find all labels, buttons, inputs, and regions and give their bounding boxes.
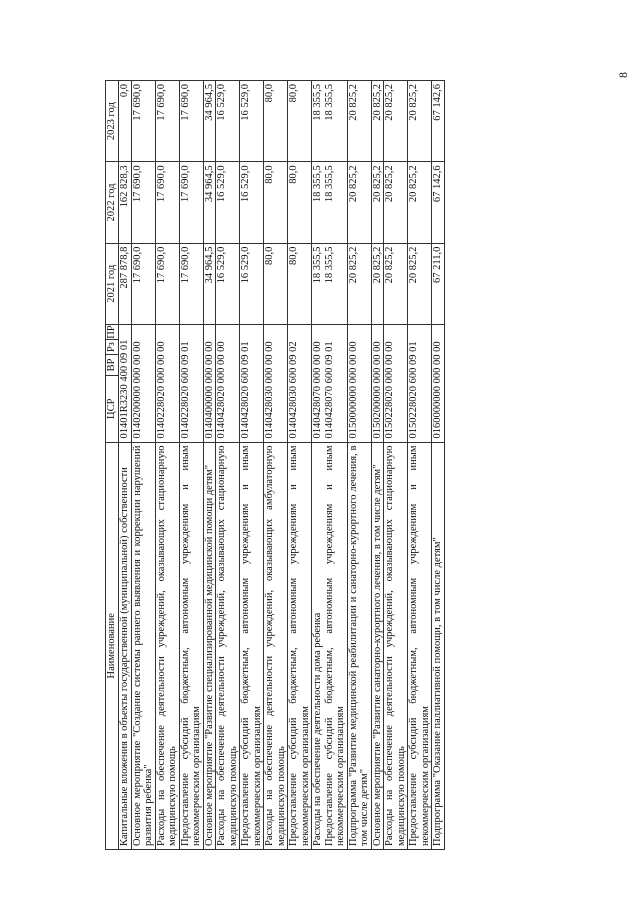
row-rz: 00 xyxy=(347,354,359,366)
row-pr: 00 xyxy=(264,341,275,352)
row-rz: 09 xyxy=(323,354,335,366)
row-2022: 34 964,5 xyxy=(203,162,216,243)
row-2023: 20 825,2 xyxy=(408,81,432,162)
row-2022: 17 690,0 xyxy=(155,162,179,243)
row-name-second: Предоставление субсидий бюджетным, автономным учреждениям и иным некоммерческим организациям xyxy=(323,445,346,846)
row-name: Подпрограмма "Развитие медицинской реабилитации и санаторно-курортного лечения, в том числе детям" xyxy=(347,442,371,849)
row-name: Подпрограмма "Оказание паллиативной помощи, в том числе детям" xyxy=(432,442,445,849)
row-name: Расходы на обеспечение деятельности учреждений, оказывающих стационарную медицинскую помощь xyxy=(384,442,408,849)
row-codes xyxy=(179,324,203,442)
row-name: Расходы на обеспечение деятельности дома ребенка xyxy=(312,612,323,846)
row-vr: 000 xyxy=(432,367,443,384)
row-pr: 00 xyxy=(131,341,143,352)
table-row xyxy=(371,81,384,850)
row-vr: 000 xyxy=(203,367,215,384)
row-2021: 16 529,0 xyxy=(240,243,264,324)
row-2021: 20 825,2 xyxy=(371,243,384,324)
row-codes xyxy=(240,324,264,442)
row-2023: 20 825,2 xyxy=(384,81,408,162)
row-csr: 0140228020 xyxy=(179,386,191,439)
header-pr: ПР xyxy=(106,325,117,339)
row-2023: 17 690,0 xyxy=(155,81,179,162)
row-2021-merged xyxy=(312,243,348,324)
budget-table-container xyxy=(105,80,575,850)
header-vr: ВР xyxy=(106,354,119,375)
table-row xyxy=(408,81,432,850)
row-pr: 01 xyxy=(323,341,335,352)
row-pr: 00 xyxy=(432,341,443,352)
row-vr: 000 xyxy=(384,367,395,384)
row-csr: 0140228020 xyxy=(155,386,167,439)
row-csr: 0140200000 xyxy=(131,386,143,439)
row-rz: 00 xyxy=(432,354,443,366)
row-csr: 0140428020 xyxy=(216,386,227,439)
row-name: Предоставление субсидий бюджетным, автономным учреждениям и иным некоммерческим организациям xyxy=(179,442,203,849)
row-codes xyxy=(216,324,240,442)
row-rz: 00 xyxy=(155,354,167,366)
row-vr: 000 xyxy=(264,367,275,384)
row-pr: 00 xyxy=(155,341,167,352)
row-2023: 17 690,0 xyxy=(131,81,155,162)
row-rz: 00 xyxy=(312,354,323,366)
row-csr: 0140428020 xyxy=(240,386,251,439)
table-row xyxy=(384,81,408,850)
row-2022-merged xyxy=(312,162,348,243)
row-2022: 16 529,0 xyxy=(216,162,240,243)
row-codes xyxy=(131,324,155,442)
row-2021: 20 825,2 xyxy=(347,243,371,324)
row-pr: 01 xyxy=(179,341,191,352)
row-codes xyxy=(408,324,432,442)
row-2021-second: 18 355,5 xyxy=(323,246,335,284)
row-2023: 16 529,0 xyxy=(240,81,264,162)
row-2021: 80,0 xyxy=(288,243,312,324)
row-name: Расходы на обеспечение деятельности учреждений, оказывающих амбулаторную медицинскую помощь xyxy=(264,442,288,849)
row-2021: 34 964,5 xyxy=(203,243,216,324)
row-rz: 00 xyxy=(371,354,383,366)
row-rz: 09 xyxy=(288,354,299,366)
row-vr: 600 xyxy=(323,367,335,384)
row-pr: 00 xyxy=(384,341,395,352)
row-vr: 000 xyxy=(131,367,143,384)
row-vr: 600 xyxy=(179,367,191,384)
row-2021: 80,0 xyxy=(264,243,288,324)
row-name: Основное мероприятие "Создание системы раннего выявления и коррекции нарушений развития ребенка" xyxy=(131,442,155,849)
row-pr: 01 xyxy=(119,339,130,351)
row-csr: 01401R3230 xyxy=(119,384,130,439)
row-name: Капитальные вложения в объекты государственной (муниципальной) собственности xyxy=(119,442,132,849)
table-row xyxy=(216,81,240,850)
row-vr: 000 xyxy=(347,367,359,384)
row-codes xyxy=(312,328,324,439)
header-rz: Рз xyxy=(106,340,119,355)
row-2022: 20 825,2 xyxy=(384,162,408,243)
row-pr: 00 xyxy=(371,341,383,352)
row-codes xyxy=(347,324,371,442)
row-rz: 09 xyxy=(179,354,191,366)
row-rz: 00 xyxy=(384,354,395,366)
row-2021: 20 825,2 xyxy=(384,243,408,324)
row-2021: 67 211,0 xyxy=(432,243,445,324)
row-pr: 01 xyxy=(240,341,251,352)
row-2021: 18 355,5 xyxy=(312,246,323,284)
row-name-merged xyxy=(312,442,348,849)
row-rz: 00 xyxy=(203,354,215,366)
row-2022: 20 825,2 xyxy=(371,162,384,243)
row-csr: 0150200000 xyxy=(371,386,383,439)
table-row xyxy=(155,81,179,850)
row-2022: 80,0 xyxy=(288,162,312,243)
row-codes xyxy=(371,324,384,442)
row-codes xyxy=(264,324,288,442)
row-codes xyxy=(384,324,408,442)
page-number: 8 xyxy=(616,72,630,78)
row-name: Расходы на обеспечение деятельности учреждений, оказывающих стационарную медицинскую помощь xyxy=(155,442,179,849)
row-codes-merged xyxy=(312,324,348,442)
row-vr: 000 xyxy=(216,367,227,384)
row-rz: 00 xyxy=(131,354,143,366)
row-vr: 000 xyxy=(371,367,383,384)
row-csr: 0150228020 xyxy=(384,386,395,439)
row-name: Основное мероприятие "Развитие специализированной медицинской помощи детям" xyxy=(203,442,216,849)
row-2022: 16 529,0 xyxy=(240,162,264,243)
row-codes xyxy=(203,324,216,442)
row-name: Расходы на обеспечение деятельности учреждений, оказывающих стационарную медицинскую помощь xyxy=(216,442,240,849)
row-vr: 000 xyxy=(312,367,323,384)
row-2023: 17 690,0 xyxy=(179,81,203,162)
row-vr: 600 xyxy=(288,367,299,384)
row-name: Предоставление субсидий бюджетным, автономным учреждениям и иным некоммерческим организациям xyxy=(240,442,264,849)
header-2021: 2021 год xyxy=(106,243,119,324)
table-row xyxy=(240,81,264,850)
row-2022: 20 825,2 xyxy=(347,162,371,243)
row-2022: 67 142,6 xyxy=(432,162,445,243)
row-2023: 20 825,2 xyxy=(371,81,384,162)
row-codes xyxy=(119,324,132,442)
row-name: Предоставление субсидий бюджетным, автономным учреждениям и иным некоммерческим организациям xyxy=(408,442,432,849)
row-csr: 0140400000 xyxy=(203,386,215,439)
table-row xyxy=(288,81,312,850)
row-csr: 0140428070 xyxy=(323,386,335,439)
row-2022: 162 828,3 xyxy=(119,162,132,243)
row-2021: 287 878,8 xyxy=(119,243,132,324)
row-2021: 17 690,0 xyxy=(179,243,203,324)
table-row xyxy=(203,81,216,850)
table-row xyxy=(179,81,203,850)
header-csr: ЦСР xyxy=(106,376,119,443)
row-2021: 16 529,0 xyxy=(216,243,240,324)
row-codes xyxy=(288,324,312,442)
row-rz: 09 xyxy=(408,354,419,366)
row-2023: 67 142,6 xyxy=(432,81,445,162)
row-vr: 600 xyxy=(408,367,419,384)
row-2022: 18 355,5 xyxy=(312,165,323,203)
row-rz: 09 xyxy=(119,352,130,364)
row-2023: 80,0 xyxy=(264,81,288,162)
row-vr: 400 xyxy=(119,365,130,382)
header-name: Наименование xyxy=(106,442,119,849)
row-2022: 17 690,0 xyxy=(179,162,203,243)
table-row xyxy=(264,81,288,850)
row-2021: 20 825,2 xyxy=(408,243,432,324)
table-row xyxy=(131,81,155,850)
budget-table xyxy=(105,80,445,850)
row-2021: 17 690,0 xyxy=(131,243,155,324)
row-rz: 09 xyxy=(240,354,251,366)
row-pr: 00 xyxy=(312,341,323,352)
row-2023: 16 529,0 xyxy=(216,81,240,162)
header-2022: 2022 год xyxy=(106,162,119,243)
row-vr: 600 xyxy=(240,367,251,384)
row-2023: 0,0 xyxy=(119,81,132,162)
row-csr: 0140428070 xyxy=(312,386,323,439)
row-pr: 00 xyxy=(347,341,359,352)
row-csr: 0150228020 xyxy=(408,386,419,439)
row-rz: 00 xyxy=(216,354,227,366)
row-csr: 0140428030 xyxy=(264,386,275,439)
row-csr: 0150000000 xyxy=(347,386,359,439)
row-2022-second: 18 355,5 xyxy=(323,165,335,203)
row-2023-second: 18 355,5 xyxy=(323,84,335,121)
row-pr: 00 xyxy=(216,341,227,352)
row-pr: 02 xyxy=(288,341,299,352)
table-row xyxy=(432,81,445,850)
row-2022: 20 825,2 xyxy=(408,162,432,243)
row-2023: 20 825,2 xyxy=(347,81,371,162)
row-2022: 17 690,0 xyxy=(131,162,155,243)
row-csr: 0140428030 xyxy=(288,386,299,439)
row-2023: 80,0 xyxy=(288,81,312,162)
row-csr: 0160000000 xyxy=(432,386,443,439)
row-codes xyxy=(432,324,445,442)
table-row xyxy=(119,81,132,850)
row-pr: 00 xyxy=(203,341,215,352)
row-2023: 34 964,5 xyxy=(203,81,216,162)
row-rz: 00 xyxy=(264,354,275,366)
row-name: Основное мероприятие "Развитие санаторно-курортного лечения, в том числе детям" xyxy=(371,442,384,849)
table-header-row xyxy=(106,81,119,850)
row-2023: 18 355,5 xyxy=(312,84,323,121)
row-pr: 01 xyxy=(408,341,419,352)
table-row xyxy=(347,81,371,850)
row-2022: 80,0 xyxy=(264,162,288,243)
header-2023: 2023 год xyxy=(106,81,119,162)
table-row xyxy=(312,81,348,850)
row-2023-merged xyxy=(312,81,348,162)
row-name: Предоставление субсидий бюджетным, автономным учреждениям и иным некоммерческим организациям xyxy=(288,442,312,849)
row-vr: 000 xyxy=(155,367,167,384)
row-codes xyxy=(155,324,179,442)
row-codes-second xyxy=(324,328,336,439)
row-2021: 17 690,0 xyxy=(155,243,179,324)
